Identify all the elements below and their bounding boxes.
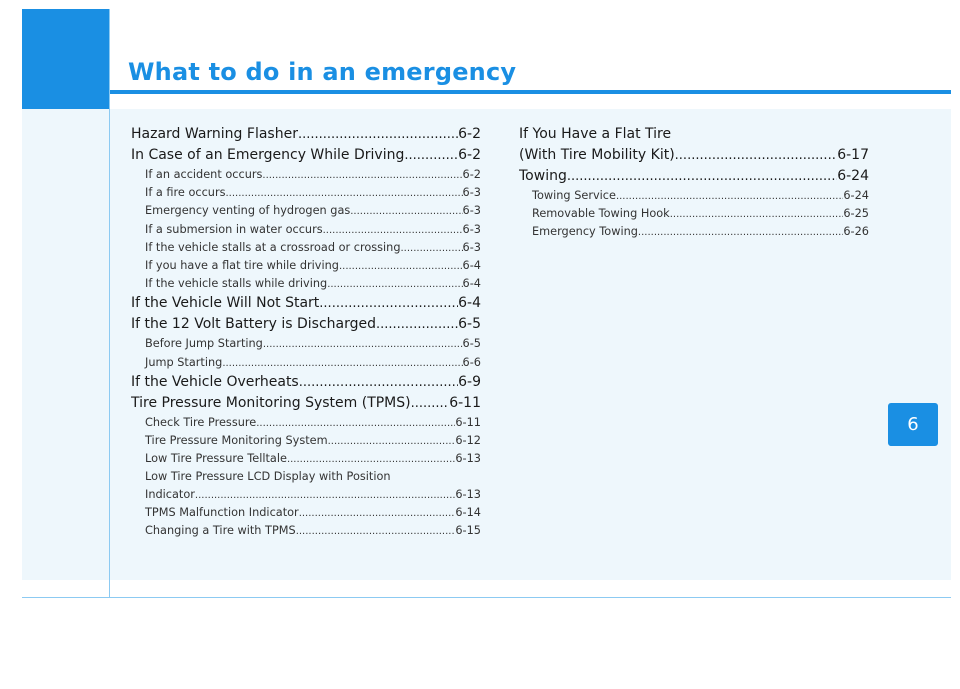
toc-entry-page: 6-4	[462, 277, 481, 291]
toc-subentry-heading[interactable]: Low Tire Pressure LCD Display with Position	[145, 470, 391, 484]
toc-entry-page: 6-2	[458, 126, 481, 142]
leader-dots	[411, 393, 450, 414]
toc-entry-page: 6-13	[455, 452, 481, 466]
leader-dots	[319, 293, 458, 314]
bottom-rule	[22, 597, 951, 598]
toc-entry-page: 6-3	[462, 204, 481, 218]
leader-dots	[567, 166, 837, 187]
toc-entry-title: Towing Service	[532, 189, 616, 202]
toc-entry-page: 6-11	[455, 415, 481, 429]
toc-entry-page: 6-15	[455, 524, 481, 538]
toc-subentry[interactable]	[519, 187, 869, 205]
toc-entry[interactable]	[131, 314, 481, 335]
leader-dots	[327, 276, 462, 293]
toc-entry-title: If a fire occurs	[145, 186, 226, 200]
leader-dots	[328, 433, 456, 450]
toc-entry-page: 6-5	[462, 337, 481, 351]
toc-subentry[interactable]	[131, 184, 481, 202]
toc-entry-title: If the Vehicle Will Not Start	[131, 295, 320, 312]
toc-entry-title: If a submersion in water occurs	[145, 222, 323, 236]
toc-entry-page: 6-3	[462, 186, 481, 200]
toc-entry-title: (With Tire Mobility Kit)	[519, 147, 675, 163]
toc-entry[interactable]	[519, 145, 869, 166]
toc-entry[interactable]	[131, 145, 481, 166]
toc-right-column	[519, 124, 869, 242]
toc-subentry[interactable]	[131, 221, 481, 239]
toc-entry-title: Emergency Towing	[532, 225, 638, 239]
leader-dots	[298, 124, 458, 145]
leader-dots	[616, 188, 843, 205]
toc-subentry[interactable]	[131, 202, 481, 220]
toc-subentry[interactable]	[131, 486, 481, 504]
header-rule	[110, 90, 951, 94]
leader-dots	[339, 258, 463, 275]
toc-entry-page: 6-12	[455, 434, 481, 448]
toc-entry-title: Before Jump Starting	[145, 337, 263, 351]
leader-dots	[404, 145, 458, 166]
toc-entry-title: Jump Starting	[145, 355, 223, 369]
toc-subentry[interactable]	[131, 239, 481, 257]
chapter-tab[interactable]: 6	[888, 403, 938, 446]
toc-entry-page: 6-13	[455, 487, 481, 501]
leader-dots	[226, 185, 463, 202]
toc-subentry[interactable]	[131, 166, 481, 184]
toc-entry-title: Emergency venting of hydrogen gas	[145, 204, 351, 218]
toc-entry[interactable]	[131, 393, 481, 414]
toc-entry[interactable]	[131, 124, 481, 145]
toc-entry-title: Check Tire Pressure	[145, 415, 257, 429]
leader-dots	[256, 415, 455, 432]
leader-dots	[287, 451, 455, 468]
leader-dots	[401, 240, 463, 257]
toc-subentry[interactable]	[131, 522, 481, 540]
toc-entry[interactable]	[131, 372, 481, 393]
leader-dots	[299, 372, 458, 393]
toc-entry-title: Indicator	[145, 487, 195, 501]
toc-entry-title: Hazard Warning Flasher	[131, 126, 298, 142]
leader-dots	[299, 505, 456, 522]
toc-entry[interactable]	[519, 166, 869, 187]
leader-dots	[670, 206, 844, 223]
toc-entry-title: If the 12 Volt Battery is Discharged	[131, 316, 376, 333]
toc-entry-page: 6-17	[837, 147, 869, 163]
toc-entry-page: 6-24	[843, 189, 869, 202]
toc-entry-title: In Case of an Emergency While Driving	[131, 147, 405, 163]
toc-entry-page: 6-3	[462, 222, 481, 236]
leader-dots	[675, 145, 838, 166]
toc-subentry[interactable]	[131, 257, 481, 275]
toc-entry-page: 6-4	[458, 295, 481, 312]
leader-dots	[222, 355, 462, 372]
toc-subentry[interactable]	[131, 432, 481, 450]
toc-entry-page: 6-24	[837, 168, 869, 184]
toc-entry-title: Changing a Tire with TPMS	[145, 524, 296, 538]
leader-dots	[195, 487, 455, 504]
toc-entry-title: Low Tire Pressure Telltale	[145, 452, 287, 466]
toc-entry-title: Towing	[519, 168, 567, 184]
toc-entry-title: If the vehicle stalls while driving	[145, 277, 328, 291]
toc-entry-page: 6-5	[458, 316, 481, 333]
toc-subentry[interactable]	[519, 205, 869, 223]
margin-line	[109, 9, 110, 597]
toc-subentry[interactable]	[519, 223, 869, 241]
page-title: What to do in an emergency	[128, 58, 517, 86]
toc-entry-page: 6-14	[455, 505, 481, 519]
toc-entry-page: 6-2	[462, 168, 481, 181]
toc-entry-title: Removable Towing Hook	[532, 207, 670, 221]
toc-entry[interactable]	[131, 293, 481, 314]
toc-subentry[interactable]	[131, 414, 481, 432]
toc-entry-page: 6-2	[458, 147, 481, 163]
toc-entry-title: If you have a flat tire while driving	[145, 259, 339, 273]
toc-entry-page: 6-6	[462, 355, 481, 369]
leader-dots	[323, 222, 463, 239]
leader-dots	[263, 336, 463, 353]
toc-entry-title: Tire Pressure Monitoring System (TPMS)	[131, 394, 411, 411]
leader-dots	[376, 314, 458, 335]
toc-entry-page: 6-4	[462, 259, 481, 273]
leader-dots	[296, 523, 456, 540]
toc-entry-page: 6-26	[843, 225, 869, 239]
toc-entry-page: 6-9	[458, 373, 481, 390]
toc-subentry[interactable]	[131, 450, 481, 468]
leader-dots	[638, 224, 843, 241]
toc-entry-heading[interactable]: If You Have a Flat Tire	[519, 126, 672, 142]
toc-entry-title: If the vehicle stalls at a crossroad or crossing	[145, 240, 401, 254]
toc-subentry[interactable]	[131, 504, 481, 522]
toc-left-column	[131, 124, 481, 540]
toc-entry-title: TPMS Malfunction Indicator	[145, 505, 299, 519]
toc-subentry[interactable]	[131, 335, 481, 353]
toc-entry-title: If an accident occurs	[145, 168, 263, 181]
toc-entry-title: If the Vehicle Overheats	[131, 373, 299, 390]
leader-dots	[262, 167, 462, 184]
toc-entry-page: 6-25	[843, 207, 869, 221]
toc-subentry[interactable]	[131, 354, 481, 372]
leader-dots	[350, 203, 462, 220]
toc-entry-page: 6-11	[449, 394, 481, 411]
toc-entry-page: 6-3	[462, 240, 481, 254]
corner-color-block	[22, 9, 110, 109]
toc-subentry[interactable]	[131, 275, 481, 293]
toc-entry-title: Tire Pressure Monitoring System	[145, 434, 328, 448]
